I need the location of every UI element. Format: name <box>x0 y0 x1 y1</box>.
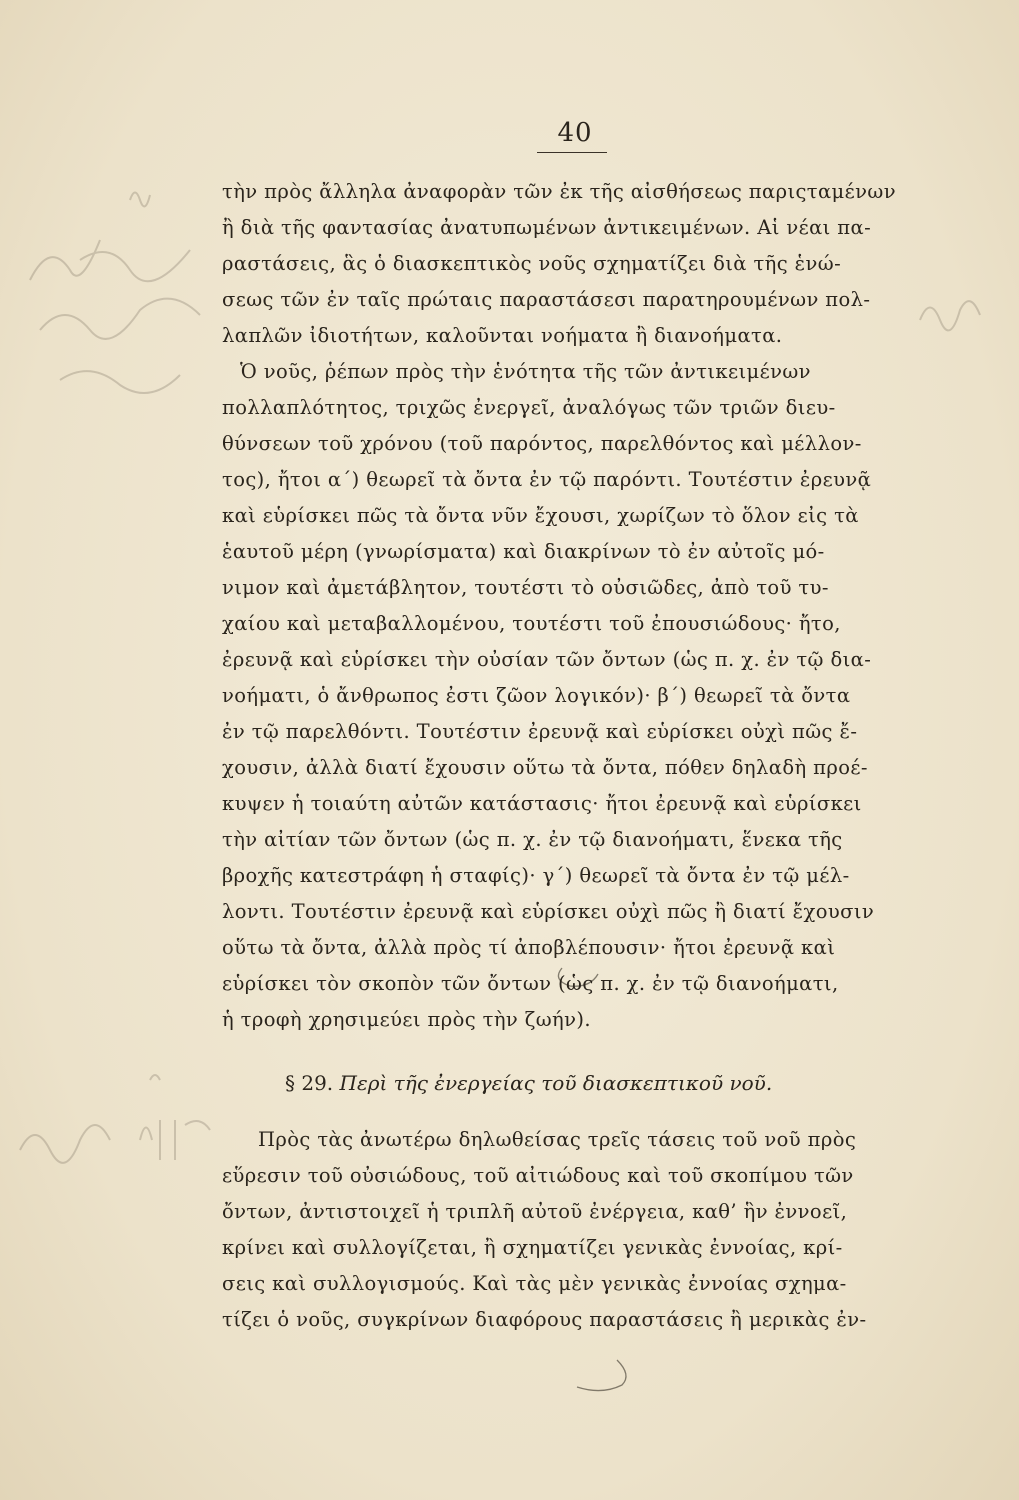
text-line: τὴν πρὸς ἄλληλα ἀναφορὰν τῶν ἐκ τῆς αἰσθήσεως παριςταμένων <box>222 180 896 203</box>
section-title: Περὶ τῆς ἐνεργείας τοῦ διασκεπτικοῦ νοῦ. <box>339 1071 773 1095</box>
text-line: τος), ἤτοι α΄) θεωρεῖ τὰ ὄντα ἐν τῷ παρόντι. Τουτέστιν ἐρευνᾷ <box>222 468 872 491</box>
text-line: Πρὸς τὰς ἀνωτέρω δηλωθείσας τρεῖς τάσεις τοῦ νοῦ πρὸς <box>258 1128 857 1151</box>
section-number: § 29. <box>285 1071 334 1095</box>
text-line: οὕτω τὰ ὄντα, ἀλλὰ πρὸς τί ἀποβλέπουσιν· ἤτοι ἐρευνᾷ καὶ <box>222 936 836 959</box>
text-line: ἢ διὰ τῆς φαντασίας ἀνατυπωμένων ἀντικειμένων. Αἱ νέαι πα- <box>222 216 872 239</box>
text-line: ἡ τροφὴ χρησιμεύει πρὸς τὴν ζωήν). <box>222 1008 591 1031</box>
text-line: σεως τῶν ἐν ταῖς πρώταις παραστάσεσι παρατηρουμένων πολ- <box>222 288 871 311</box>
margin-pencil-note: ​ <box>16 225 24 276</box>
text-line: τὴν αἰτίαν τῶν ὄντων (ὡς π. χ. ἐν τῷ διανοήματι, ἕνεκα τῆς <box>222 828 843 851</box>
text-line: νιμον καὶ ἀμετάβλητον, τουτέστι τὸ οὐσιῶδες, ἀπὸ τοῦ τυ- <box>222 576 829 599</box>
text-line: λοντι. Τουτέστιν ἐρευνᾷ καὶ εὑρίσκει οὐχὶ πῶς ἢ διατί ἔχουσιν <box>222 900 875 923</box>
section-heading <box>285 1068 905 1098</box>
text-line: ἐν τῷ παρελθόντι. Τουτέστιν ἐρευνᾷ καὶ εὑρίσκει οὐχὶ πῶς ἔ- <box>222 720 858 743</box>
text-line: ραστάσεις, ἃς ὁ διασκεπτικὸς νοῦς σχηματίζει διὰ τῆς ἑνώ- <box>222 252 842 275</box>
text-line: Ὁ νοῦς, ῥέπων πρὸς τὴν ἑνότητα τῆς τῶν ἀντικειμένων <box>240 360 811 383</box>
text-line: κρίνει καὶ συλλογίζεται, ἢ σχηματίζει γενικὰς ἐννοίας, κρί- <box>222 1236 843 1259</box>
text-line: κυψεν ἡ τοιαύτη αὐτῶν κατάστασις· ἤτοι ἐρευνᾷ καὶ εὑρίσκει <box>222 792 862 815</box>
text-line: χουσιν, ἀλλὰ διατί ἔχουσιν οὕτω τὰ ὄντα, πόθεν δηλαδὴ προέ- <box>222 756 868 779</box>
text-line: εὑρίσκει τὸν σκοπὸν τῶν ὄντων (ὡς π. χ. ἐν τῷ διανοήματι, <box>222 972 839 995</box>
text-line: τίζει ὁ νοῦς, συγκρίνων διαφόρους παραστάσεις ἢ μερικὰς ἐν- <box>222 1308 867 1331</box>
text-line: σεις καὶ συλλογισμούς. Καὶ τὰς μὲν γενικὰς ἐννοίας σχημα- <box>222 1272 847 1295</box>
text-line: ἑαυτοῦ μέρη (γνωρίσματα) καὶ διακρίνων τὸ ἐν αὐτοῖς μό- <box>222 540 825 563</box>
text-line: βροχῆς κατεστράφη ἡ σταφίς)· γ΄) θεωρεῖ τὰ ὄντα ἐν τῷ μέλ- <box>222 864 850 887</box>
text-line: πολλαπλότητος, τριχῶς ἐνεργεῖ, ἀναλόγως τῶν τριῶν διευ- <box>222 396 836 419</box>
page-number-rule <box>537 152 607 153</box>
text-line: ὄντων, ἀντιστοιχεῖ ἡ τριπλῆ αὐτοῦ ἐνέργεια, καθ’ ἣν ἐννοεῖ, <box>222 1200 848 1223</box>
text-line: εὕρεσιν τοῦ οὐσιώδους, τοῦ αἰτιώδους καὶ τοῦ σκοπίμου τῶν <box>222 1164 854 1187</box>
text-line: ἐρευνᾷ καὶ εὑρίσκει τὴν οὐσίαν τῶν ὄντων (ὡς π. χ. ἐν τῷ δια- <box>222 648 872 671</box>
text-line: θύνσεων τοῦ χρόνου (τοῦ παρόντος, παρελθόντος καὶ μέλλον- <box>222 432 862 455</box>
page-number: 40 <box>557 118 593 148</box>
text-line: χαίου καὶ μεταβαλλομένου, τουτέστι τοῦ ἐπουσιώδους· ἤτο, <box>222 612 841 635</box>
text-line: νοήματι, ὁ ἄνθρωπος ἐστι ζῶον λογικόν)· β΄) θεωρεῖ τὰ ὄντα <box>222 684 851 707</box>
text-line: καὶ εὑρίσκει πῶς τὰ ὄντα νῦν ἔχουσι, χωρίζων τὸ ὅλον εἰς τὰ <box>222 504 859 527</box>
text-line: λαπλῶν ἰδιοτήτων, καλοῦνται νοήματα ἢ διανοήματα. <box>222 324 783 347</box>
